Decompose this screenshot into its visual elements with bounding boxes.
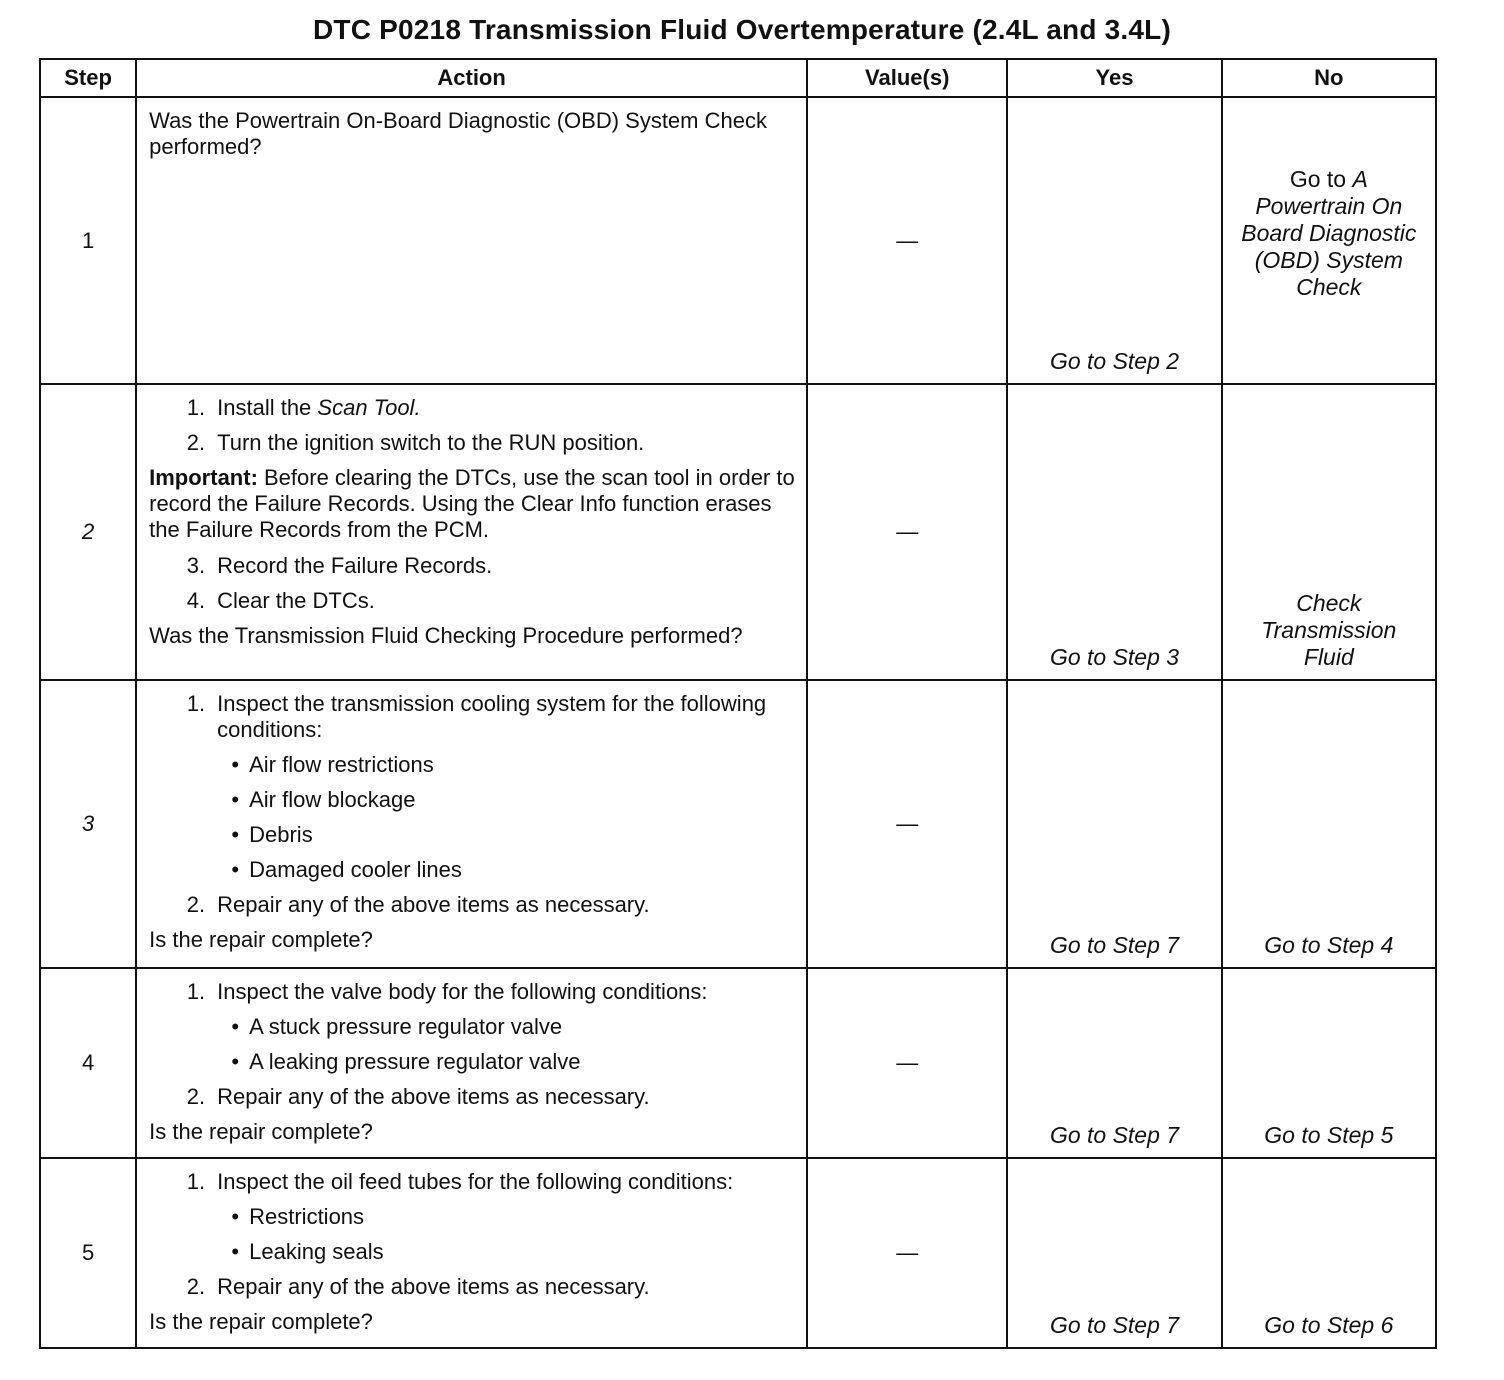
list-item	[149, 691, 798, 743]
no-cell	[1222, 97, 1436, 384]
diagnostic-table	[39, 58, 1437, 1349]
bullet-text: Restrictions	[249, 1204, 365, 1229]
list-number: 1.	[186, 979, 206, 1004]
list-item	[149, 553, 798, 579]
bullet-text: Leaking seals	[249, 1239, 384, 1264]
step-number: 3	[40, 680, 136, 968]
list-item	[149, 979, 798, 1005]
action-question: Was the Powertrain On-Board Diagnostic (OBD) System Check performed?	[149, 108, 767, 159]
bullet-item	[149, 1239, 798, 1265]
list-number: 2.	[186, 1274, 206, 1299]
bullet-item	[149, 1204, 798, 1230]
list-number: 1.	[186, 1169, 206, 1194]
important-label: Important:	[149, 465, 258, 490]
important-text: Before clearing the DTCs, use the scan tool in order to record the Failure Records. Using the Clear Info function erases the Failure Records from the PCM.	[149, 465, 795, 542]
action-question: Is the repair complete?	[149, 927, 373, 952]
bullet-item	[149, 752, 798, 778]
list-item	[149, 892, 798, 918]
bullet-item	[149, 822, 798, 848]
step-number: 5	[40, 1158, 136, 1348]
list-text: Repair any of the above items as necessary.	[217, 1274, 650, 1299]
list-number: 1.	[186, 691, 206, 716]
bullet-mark: •	[231, 1014, 240, 1039]
header-step: Step	[40, 59, 136, 97]
list-item	[149, 395, 798, 421]
bullet-item	[149, 1049, 798, 1075]
action-cell	[136, 97, 807, 384]
list-number: 2.	[186, 430, 206, 455]
bullet-mark: •	[231, 752, 240, 777]
action-question: Was the Transmission Fluid Checking Procedure performed?	[149, 623, 743, 648]
value-cell: —	[807, 968, 1007, 1158]
bullet-text: Damaged cooler lines	[249, 857, 462, 882]
list-text: Turn the ignition switch to the RUN position.	[217, 430, 645, 455]
no-cell: Go to Step 5	[1222, 968, 1436, 1158]
yes-cell: Go to Step 7	[1007, 968, 1221, 1158]
table-row	[40, 1158, 1436, 1348]
action-cell	[136, 968, 807, 1158]
bullet-mark: •	[231, 787, 240, 812]
list-number: 1.	[186, 395, 206, 420]
list-text: Record the Failure Records.	[217, 553, 493, 578]
table-row	[40, 97, 1436, 384]
yes-cell: Go to Step 2	[1007, 97, 1221, 384]
header-no: No	[1222, 59, 1436, 97]
value-cell: —	[807, 1158, 1007, 1348]
bullet-mark: •	[231, 857, 240, 882]
step-number: 2	[40, 384, 136, 680]
table-row	[40, 680, 1436, 968]
item-italic: Scan Tool.	[317, 395, 421, 420]
bullet-text: Debris	[249, 822, 313, 847]
bullet-text: Air flow blockage	[249, 787, 416, 812]
step-number: 1	[40, 97, 136, 384]
bullet-mark: •	[231, 822, 240, 847]
no-cell: Go to Step 4	[1222, 680, 1436, 968]
header-values: Value(s)	[807, 59, 1007, 97]
value-cell: —	[807, 680, 1007, 968]
list-item	[149, 1169, 798, 1195]
list-number: 3.	[186, 553, 206, 578]
list-number: 4.	[186, 588, 206, 613]
list-text: Inspect the valve body for the following conditions:	[217, 979, 708, 1004]
bullet-mark: •	[231, 1204, 240, 1229]
no-cell: Go to Step 6	[1222, 1158, 1436, 1348]
header-action: Action	[136, 59, 807, 97]
list-text	[217, 395, 798, 421]
table-row	[40, 968, 1436, 1158]
header-yes: Yes	[1007, 59, 1221, 97]
list-item	[149, 588, 798, 614]
yes-cell: Go to Step 7	[1007, 1158, 1221, 1348]
action-question: Is the repair complete?	[149, 1119, 373, 1144]
no-reference: A Powertrain On Board Diagnostic (OBD) System Check	[1241, 166, 1417, 300]
list-text: Inspect the oil feed tubes for the following conditions:	[217, 1169, 734, 1194]
list-item	[149, 1274, 798, 1300]
list-text: Repair any of the above items as necessary.	[217, 1084, 650, 1109]
value-cell: —	[807, 384, 1007, 680]
bullet-item	[149, 857, 798, 883]
table-row	[40, 384, 1436, 680]
action-cell	[136, 384, 807, 680]
yes-cell: Go to Step 7	[1007, 680, 1221, 968]
page-title: DTC P0218 Transmission Fluid Overtemperature (2.4L and 3.4L)	[313, 14, 1171, 45]
list-text: Clear the DTCs.	[217, 588, 375, 613]
value-cell: —	[807, 97, 1007, 384]
action-question: Is the repair complete?	[149, 1309, 373, 1334]
bullet-mark: •	[231, 1239, 240, 1264]
bullet-item	[149, 1014, 798, 1040]
list-text: Repair any of the above items as necessary.	[217, 892, 650, 917]
bullet-text: A leaking pressure regulator valve	[249, 1049, 581, 1074]
step-number: 4	[40, 968, 136, 1158]
bullet-item	[149, 787, 798, 813]
important-note	[149, 465, 798, 543]
bullet-text: A stuck pressure regulator valve	[249, 1014, 563, 1039]
bullet-mark: •	[231, 1049, 240, 1074]
list-text: Inspect the transmission cooling system for the following conditions:	[217, 691, 767, 742]
yes-cell: Go to Step 3	[1007, 384, 1221, 680]
no-prefix: Go to	[1289, 166, 1353, 192]
action-cell	[136, 680, 807, 968]
header-row	[40, 59, 1436, 97]
list-number: 2.	[186, 1084, 206, 1109]
list-number: 2.	[186, 892, 206, 917]
bullet-text: Air flow restrictions	[249, 752, 434, 777]
list-item	[149, 430, 798, 456]
no-cell: Check Transmission Fluid	[1222, 384, 1436, 680]
item-text: Install the	[217, 395, 318, 420]
list-item	[149, 1084, 798, 1110]
action-cell	[136, 1158, 807, 1348]
